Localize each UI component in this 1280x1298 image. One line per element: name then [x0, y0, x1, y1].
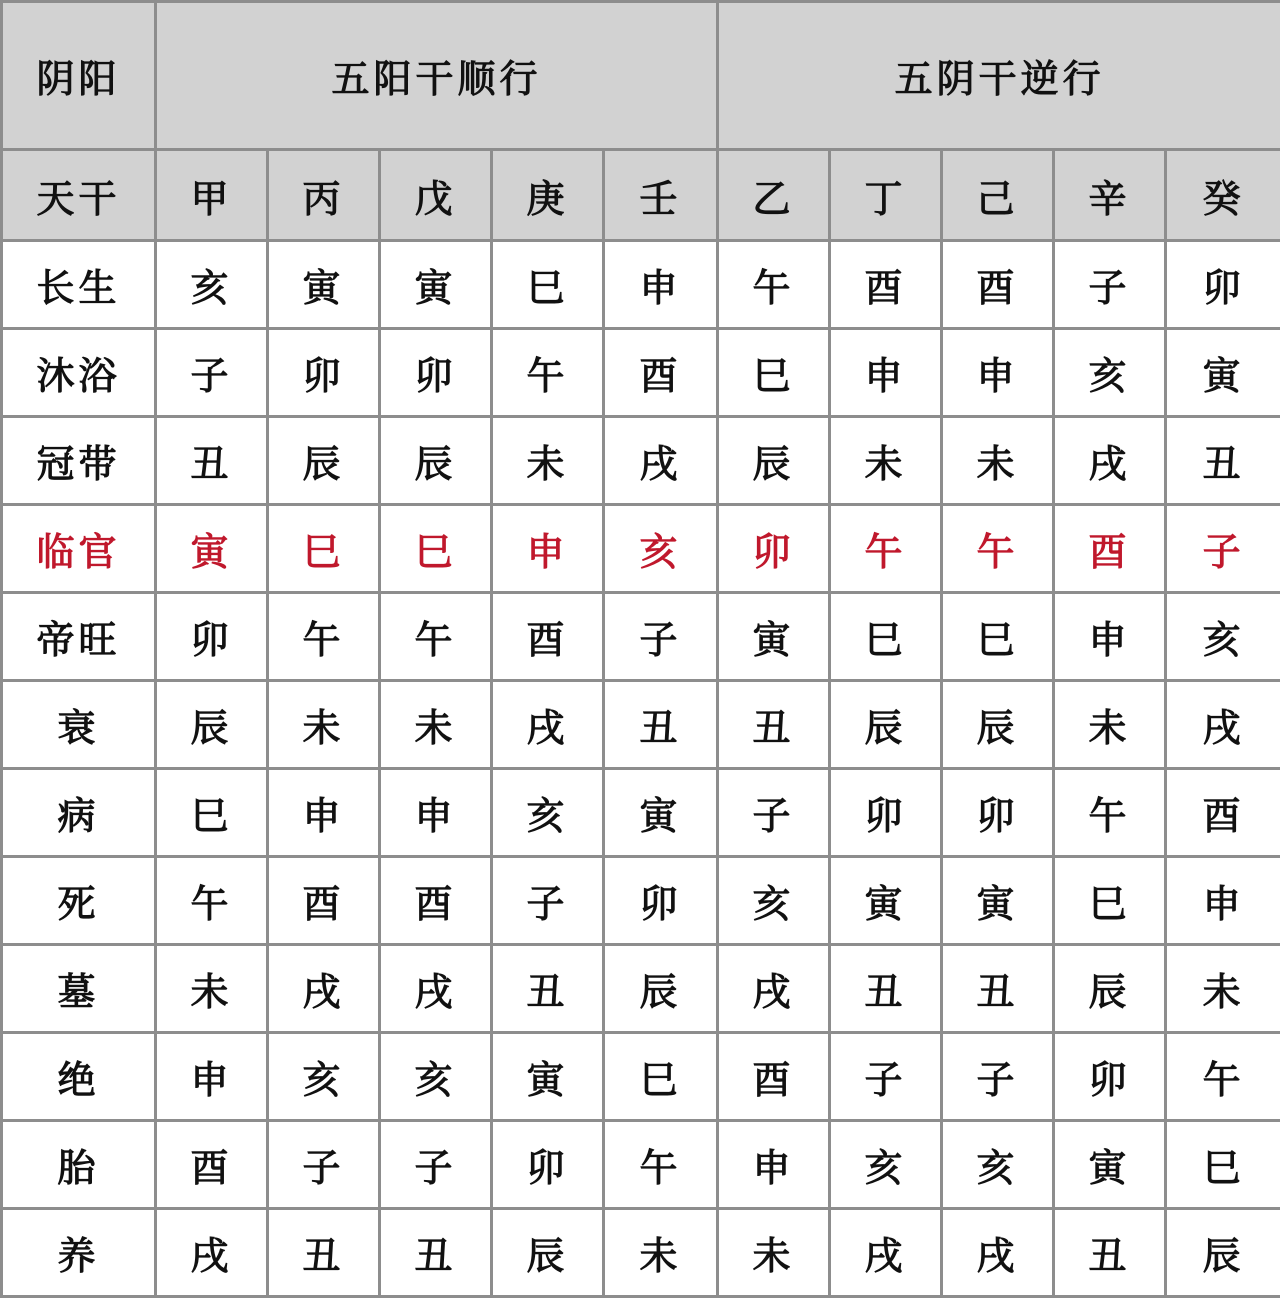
stage-row — [2, 1033, 1280, 1121]
branch-cell: 申 — [156, 1033, 268, 1121]
branch-cell: 子 — [604, 593, 718, 681]
stage-label: 绝 — [2, 1033, 156, 1121]
branch-cell: 辰 — [1054, 945, 1166, 1033]
branch-cell: 申 — [1054, 593, 1166, 681]
branch-cell: 亥 — [268, 1033, 380, 1121]
branch-cell: 亥 — [1054, 329, 1166, 417]
stage-row — [2, 769, 1280, 857]
branch-cell: 辰 — [942, 681, 1054, 769]
branch-cell: 卯 — [156, 593, 268, 681]
stage-row — [2, 241, 1280, 329]
branch-cell: 寅 — [492, 1033, 604, 1121]
branch-cell: 卯 — [380, 329, 492, 417]
branch-cell: 辰 — [604, 945, 718, 1033]
branch-cell: 寅 — [718, 593, 830, 681]
stem-header: 庚 — [492, 150, 604, 241]
stem-header: 丁 — [830, 150, 942, 241]
branch-cell: 亥 — [830, 1121, 942, 1209]
stage-row — [2, 505, 1280, 593]
branch-cell: 申 — [830, 329, 942, 417]
stage-row — [2, 417, 1280, 505]
branch-cell: 午 — [156, 857, 268, 945]
yin-group-header: 五阴干逆行 — [718, 2, 1280, 150]
branch-cell: 申 — [268, 769, 380, 857]
branch-cell: 申 — [1166, 857, 1280, 945]
branch-cell: 巳 — [604, 1033, 718, 1121]
branch-cell: 午 — [380, 593, 492, 681]
branch-cell: 辰 — [380, 417, 492, 505]
branch-cell: 申 — [380, 769, 492, 857]
stage-label: 墓 — [2, 945, 156, 1033]
branch-cell: 卯 — [830, 769, 942, 857]
branch-cell: 午 — [942, 505, 1054, 593]
branch-cell: 未 — [1054, 681, 1166, 769]
branch-cell: 卯 — [268, 329, 380, 417]
branch-cell: 寅 — [156, 505, 268, 593]
branch-cell: 酉 — [380, 857, 492, 945]
branch-cell: 子 — [156, 329, 268, 417]
branch-cell: 子 — [380, 1121, 492, 1209]
branch-cell: 戌 — [1054, 417, 1166, 505]
stem-header: 戊 — [380, 150, 492, 241]
stage-label: 病 — [2, 769, 156, 857]
branch-cell: 酉 — [492, 593, 604, 681]
branch-cell: 亥 — [156, 241, 268, 329]
branch-cell: 酉 — [604, 329, 718, 417]
branch-cell: 未 — [1166, 945, 1280, 1033]
branch-cell: 子 — [492, 857, 604, 945]
branch-cell: 午 — [1166, 1033, 1280, 1121]
branch-cell: 酉 — [830, 241, 942, 329]
branch-cell: 巳 — [1054, 857, 1166, 945]
branch-cell: 申 — [942, 329, 1054, 417]
stem-header: 甲 — [156, 150, 268, 241]
branch-cell: 未 — [942, 417, 1054, 505]
branch-cell: 亥 — [718, 857, 830, 945]
branch-cell: 卯 — [1166, 241, 1280, 329]
stage-label: 帝旺 — [2, 593, 156, 681]
branch-cell: 巳 — [268, 505, 380, 593]
stage-label: 沐浴 — [2, 329, 156, 417]
branch-cell: 未 — [718, 1209, 830, 1297]
branch-cell: 午 — [718, 241, 830, 329]
stage-label: 衰 — [2, 681, 156, 769]
stage-row — [2, 857, 1280, 945]
branch-cell: 辰 — [718, 417, 830, 505]
branch-cell: 戌 — [268, 945, 380, 1033]
group-header-row — [2, 2, 1280, 150]
branch-cell: 丑 — [380, 1209, 492, 1297]
branch-cell: 亥 — [1166, 593, 1280, 681]
branch-cell: 巳 — [830, 593, 942, 681]
branch-cell: 戌 — [380, 945, 492, 1033]
branch-cell: 巳 — [380, 505, 492, 593]
branch-cell: 寅 — [1166, 329, 1280, 417]
stage-label: 冠带 — [2, 417, 156, 505]
branch-cell: 丑 — [718, 681, 830, 769]
branch-cell: 辰 — [492, 1209, 604, 1297]
branch-cell: 申 — [718, 1121, 830, 1209]
branch-cell: 未 — [830, 417, 942, 505]
branch-cell: 辰 — [268, 417, 380, 505]
branch-cell: 丑 — [492, 945, 604, 1033]
branch-cell: 酉 — [268, 857, 380, 945]
branch-cell: 午 — [604, 1121, 718, 1209]
branch-cell: 丑 — [1166, 417, 1280, 505]
stage-row — [2, 1121, 1280, 1209]
branch-cell: 子 — [718, 769, 830, 857]
branch-cell: 辰 — [156, 681, 268, 769]
branch-cell: 午 — [1054, 769, 1166, 857]
branch-cell: 辰 — [830, 681, 942, 769]
branch-cell: 酉 — [1054, 505, 1166, 593]
branch-cell: 未 — [268, 681, 380, 769]
branch-cell: 寅 — [604, 769, 718, 857]
stems-label: 天干 — [2, 150, 156, 241]
branch-cell: 丑 — [1054, 1209, 1166, 1297]
branch-cell: 未 — [156, 945, 268, 1033]
branch-cell: 寅 — [380, 241, 492, 329]
branch-cell: 酉 — [718, 1033, 830, 1121]
branch-cell: 亥 — [492, 769, 604, 857]
branch-cell: 丑 — [268, 1209, 380, 1297]
branch-cell: 丑 — [156, 417, 268, 505]
branch-cell: 酉 — [156, 1121, 268, 1209]
branch-cell: 卯 — [492, 1121, 604, 1209]
branch-cell: 子 — [1166, 505, 1280, 593]
branch-cell: 戌 — [1166, 681, 1280, 769]
branch-cell: 亥 — [380, 1033, 492, 1121]
branch-cell: 丑 — [604, 681, 718, 769]
branch-cell: 卯 — [942, 769, 1054, 857]
branch-cell: 巳 — [718, 329, 830, 417]
branch-cell: 申 — [604, 241, 718, 329]
branch-cell: 寅 — [830, 857, 942, 945]
branch-cell: 戌 — [942, 1209, 1054, 1297]
branch-cell: 未 — [604, 1209, 718, 1297]
branch-cell: 辰 — [1166, 1209, 1280, 1297]
branch-cell: 酉 — [1166, 769, 1280, 857]
stage-row — [2, 945, 1280, 1033]
yang-group-header: 五阳干顺行 — [156, 2, 718, 150]
stems-header-row — [2, 150, 1280, 241]
branch-cell: 寅 — [268, 241, 380, 329]
stem-header: 丙 — [268, 150, 380, 241]
branch-cell: 亥 — [942, 1121, 1054, 1209]
stage-row — [2, 681, 1280, 769]
branch-cell: 戌 — [718, 945, 830, 1033]
branch-cell: 子 — [1054, 241, 1166, 329]
branch-cell: 午 — [268, 593, 380, 681]
branch-cell: 亥 — [604, 505, 718, 593]
branch-cell: 丑 — [830, 945, 942, 1033]
stem-header: 辛 — [1054, 150, 1166, 241]
branch-cell: 巳 — [156, 769, 268, 857]
branch-cell: 午 — [492, 329, 604, 417]
branch-cell: 卯 — [718, 505, 830, 593]
branch-cell: 寅 — [1054, 1121, 1166, 1209]
branch-cell: 卯 — [1054, 1033, 1166, 1121]
branch-cell: 子 — [268, 1121, 380, 1209]
branch-cell: 未 — [492, 417, 604, 505]
branch-cell: 午 — [830, 505, 942, 593]
branch-cell: 丑 — [942, 945, 1054, 1033]
branch-cell: 戌 — [156, 1209, 268, 1297]
branch-cell: 戌 — [492, 681, 604, 769]
branch-cell: 寅 — [942, 857, 1054, 945]
yinyang-label: 阴阳 — [2, 2, 156, 150]
branch-cell: 酉 — [942, 241, 1054, 329]
branch-cell: 未 — [380, 681, 492, 769]
branch-cell: 卯 — [604, 857, 718, 945]
branch-cell: 子 — [830, 1033, 942, 1121]
branch-cell: 巳 — [492, 241, 604, 329]
branch-cell: 申 — [492, 505, 604, 593]
branch-cell: 戌 — [604, 417, 718, 505]
stage-label: 死 — [2, 857, 156, 945]
stage-row — [2, 1209, 1280, 1297]
branch-cell: 子 — [942, 1033, 1054, 1121]
stem-header: 乙 — [718, 150, 830, 241]
stage-label: 临官 — [2, 505, 156, 593]
stem-header: 壬 — [604, 150, 718, 241]
stem-header: 癸 — [1166, 150, 1280, 241]
stage-label: 胎 — [2, 1121, 156, 1209]
stage-label: 养 — [2, 1209, 156, 1297]
stage-label: 长生 — [2, 241, 156, 329]
branch-cell: 戌 — [830, 1209, 942, 1297]
branch-cell: 巳 — [942, 593, 1054, 681]
stage-row — [2, 593, 1280, 681]
stem-header: 己 — [942, 150, 1054, 241]
branch-cell: 巳 — [1166, 1121, 1280, 1209]
stage-row — [2, 329, 1280, 417]
